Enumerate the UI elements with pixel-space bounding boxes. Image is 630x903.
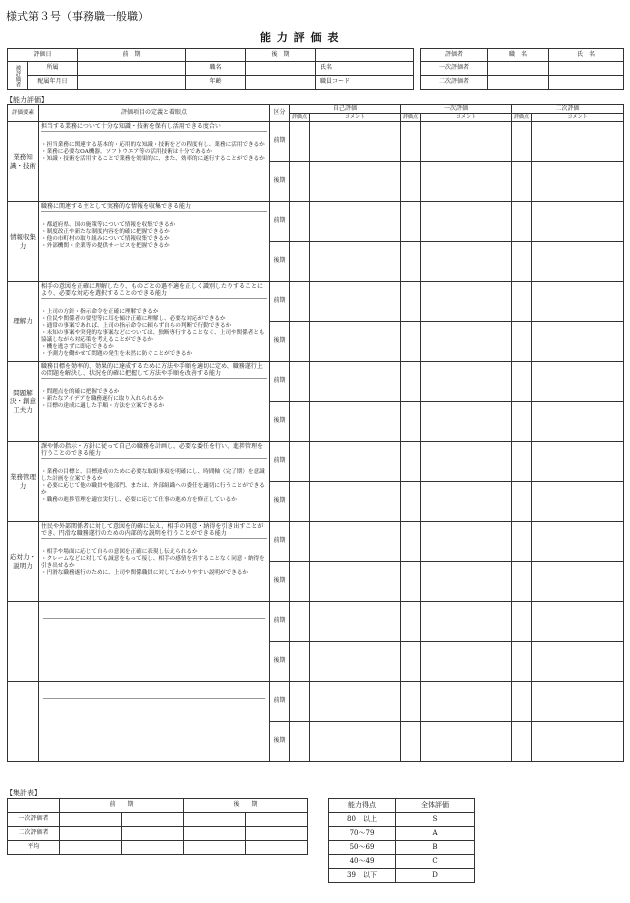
period-second: 後期 — [270, 642, 290, 682]
secondary-comment-field[interactable] — [532, 282, 624, 322]
period-second: 後期 — [270, 162, 290, 202]
secondary-score-field[interactable] — [512, 202, 532, 242]
self-score-field[interactable] — [290, 122, 310, 162]
position-field[interactable] — [246, 62, 316, 76]
summary-cell[interactable] — [246, 841, 308, 855]
col-self: 自己評価 — [290, 105, 401, 114]
self-score-field[interactable] — [290, 162, 310, 202]
primary-score-field[interactable] — [401, 442, 421, 482]
summary-title: 【集計表】 — [6, 789, 41, 797]
element-headline: 担当する業務について十分な知識・技術を保有し活用できる度合い — [41, 123, 267, 132]
element-row — [8, 282, 624, 322]
col-secondary-score: 評価点 — [512, 114, 532, 122]
element-name: 業務知識・技術 — [8, 122, 39, 202]
summary-cell[interactable] — [60, 813, 122, 827]
element-point: ・クレームなどに対しても誠意をもって接し、相手の感情を害することなく同意・納得を引き出せるか — [41, 556, 265, 570]
period-first: 前期 — [270, 362, 290, 402]
self-comment-field[interactable] — [310, 442, 401, 482]
scale-grade: C — [396, 855, 475, 869]
summary-cell[interactable] — [184, 813, 246, 827]
primary-comment-field[interactable] — [421, 682, 512, 722]
secondary-score-field[interactable] — [512, 522, 532, 562]
evaluatee-label: 被評価者 — [8, 62, 28, 90]
element-row — [8, 682, 624, 722]
secondary-score-field[interactable] — [512, 682, 532, 722]
element-point: ・未知の事案や突発的な事案などについては、独断専行することなく、上司や関係者とも協議しながら対応策を考えることができるか — [41, 330, 265, 344]
evaluators-table — [420, 48, 624, 90]
primary-comment-field[interactable] — [421, 402, 512, 442]
eval-date-label: 評価日 — [8, 49, 78, 62]
element-headline: 課や係の指示・方針に従って自己の職務を計画し、必要な委任を行い、進捗管理を行うことのできる能力 — [41, 443, 267, 459]
summary-cell[interactable] — [122, 813, 184, 827]
self-comment-field[interactable] — [310, 122, 401, 162]
first-half-date-field[interactable] — [186, 49, 246, 62]
age-field[interactable] — [246, 76, 316, 90]
primary-score-field[interactable] — [401, 602, 421, 642]
period-first: 前期 — [270, 202, 290, 242]
element-name-field[interactable] — [8, 682, 39, 762]
col-period: 区分 — [270, 105, 290, 122]
secondary-comment-field[interactable] — [532, 682, 624, 722]
primary-score-field[interactable] — [401, 362, 421, 402]
primary-score-field[interactable] — [401, 242, 421, 282]
self-comment-field[interactable] — [310, 162, 401, 202]
secondary-comment-field[interactable] — [532, 562, 624, 602]
col-secondary-comment: コメント — [532, 114, 624, 122]
primary-score-field[interactable] — [401, 522, 421, 562]
self-comment-field[interactable] — [310, 642, 401, 682]
summary-second-half: 後 期 — [184, 799, 308, 813]
secondary-comment-field[interactable] — [532, 242, 624, 282]
secondary-comment-field[interactable] — [532, 202, 624, 242]
summary-table — [7, 798, 308, 855]
scale-range: 50～69 — [329, 841, 396, 855]
first-evaluator-position-field[interactable] — [488, 62, 549, 76]
ability-grid — [7, 104, 624, 762]
element-name: 問題解決・創意工夫力 — [8, 362, 39, 442]
primary-comment-field[interactable] — [421, 202, 512, 242]
element-point: ・円滑な職務遂行のために、上司や関係職員に対してわかりやすい説明ができるか — [41, 570, 248, 577]
element-point: ・職務の進捗管理を適宜実行し、必要に応じて仕事の進め方を修正しているか — [41, 497, 237, 504]
element-definition[interactable] — [39, 602, 270, 682]
col-primary-score: 評価点 — [401, 114, 421, 122]
self-score-field[interactable] — [290, 562, 310, 602]
element-point: ・相手や場面に応じて自らの意図を正確に表現し伝えられるか — [41, 549, 198, 556]
element-point: ・外部機関・企業等の提供サービスを把握できるか — [41, 243, 170, 250]
self-comment-field[interactable] — [310, 682, 401, 722]
element-row — [8, 522, 624, 562]
job-code-label: 職員コード — [316, 76, 414, 90]
element-point: ・業務の目標と、目標達成のために必要な取組事項を明確にし、時間軸（完了期）を意識した計画を立案できるか — [41, 469, 265, 483]
element-row — [8, 122, 624, 162]
scale-range: 80 以上 — [329, 813, 396, 827]
self-comment-field[interactable] — [310, 322, 401, 362]
page-title: 能 力 評 価 表 — [260, 31, 340, 44]
summary-row-label: 二次評価者 — [8, 827, 60, 841]
secondary-score-field[interactable] — [512, 242, 532, 282]
secondary-comment-field[interactable] — [532, 722, 624, 762]
primary-score-field[interactable] — [401, 202, 421, 242]
secondary-comment-field[interactable] — [532, 482, 624, 522]
element-headline: 職務に関連する主として実務的な情報を収集できる能力 — [41, 203, 267, 212]
summary-first-half: 前 期 — [60, 799, 184, 813]
ability-section-title: 【能力評価】 — [6, 96, 48, 104]
name-label: 氏名 — [316, 62, 414, 76]
primary-score-field[interactable] — [401, 562, 421, 602]
second-evaluator-name-field[interactable] — [549, 76, 624, 90]
element-definition — [39, 522, 270, 602]
secondary-score-field[interactable] — [512, 362, 532, 402]
element-point: ・目標の達成に適した手順・方法を立案できるか — [41, 403, 165, 410]
evaluatee-table — [7, 48, 414, 90]
secondary-comment-field[interactable] — [532, 442, 624, 482]
definition-line — [43, 683, 265, 699]
first-evaluator-name-field[interactable] — [549, 62, 624, 76]
element-point: ・都道府県、国の施策等について情報を収集できるか — [41, 222, 176, 229]
self-score-field[interactable] — [290, 322, 310, 362]
first-evaluator-label: 一次評価者 — [421, 62, 488, 76]
self-comment-field[interactable] — [310, 362, 401, 402]
self-score-field[interactable] — [290, 282, 310, 322]
element-point: ・新たなアイデアを職務遂行に取り入れられるか — [41, 396, 164, 403]
period-first: 前期 — [270, 522, 290, 562]
primary-score-field[interactable] — [401, 682, 421, 722]
secondary-score-field[interactable] — [512, 282, 532, 322]
element-name: 情報収集力 — [8, 202, 39, 282]
secondary-comment-field[interactable] — [532, 642, 624, 682]
scale-table — [328, 798, 475, 883]
secondary-score-field[interactable] — [512, 602, 532, 642]
col-position: 職 名 — [488, 49, 549, 62]
primary-comment-field[interactable] — [421, 362, 512, 402]
element-point: ・担当業務に関連する基本的・応用的な知識・技術をどの程度有し、業務に活用できるか — [41, 142, 265, 149]
secondary-score-field[interactable] — [512, 722, 532, 762]
secondary-comment-field[interactable] — [532, 522, 624, 562]
secondary-comment-field[interactable] — [532, 402, 624, 442]
col-primary-comment: コメント — [421, 114, 512, 122]
primary-comment-field[interactable] — [421, 722, 512, 762]
element-point: ・知識・技術を活用することで業務を効果的に、また、効率的に遂行することができるか — [41, 156, 265, 163]
primary-comment-field[interactable] — [421, 522, 512, 562]
self-score-field[interactable] — [290, 402, 310, 442]
period-second: 後期 — [270, 322, 290, 362]
secondary-comment-field[interactable] — [532, 162, 624, 202]
element-definition[interactable] — [39, 682, 270, 762]
scale-col-overall: 全体評価 — [396, 799, 475, 813]
element-row — [8, 442, 624, 482]
element-row — [8, 602, 624, 642]
self-score-field[interactable] — [290, 442, 310, 482]
period-first: 前期 — [270, 682, 290, 722]
element-definition — [39, 202, 270, 282]
period-second: 後期 — [270, 722, 290, 762]
primary-score-field[interactable] — [401, 642, 421, 682]
self-score-field[interactable] — [290, 362, 310, 402]
self-score-field[interactable] — [290, 602, 310, 642]
self-score-field[interactable] — [290, 642, 310, 682]
element-row — [8, 202, 624, 242]
first-half-label: 前 期 — [78, 49, 186, 62]
secondary-comment-field[interactable] — [532, 122, 624, 162]
element-point: ・業務に必要なOA機器、ソフトウエア等の活用技術は十分であるか — [41, 149, 212, 156]
age-label: 年齢 — [186, 76, 246, 90]
element-point: ・機を逃さずに即応できるか — [41, 344, 114, 351]
position-label: 職名 — [186, 62, 246, 76]
period-second: 後期 — [270, 562, 290, 602]
col-primary: 一次評価 — [401, 105, 512, 114]
col-secondary: 二次評価 — [512, 105, 624, 114]
primary-score-field[interactable] — [401, 402, 421, 442]
primary-comment-field[interactable] — [421, 602, 512, 642]
secondary-comment-field[interactable] — [532, 602, 624, 642]
self-comment-field[interactable] — [310, 482, 401, 522]
scale-grade: S — [396, 813, 475, 827]
secondary-comment-field[interactable] — [532, 322, 624, 362]
self-comment-field[interactable] — [310, 522, 401, 562]
primary-score-field[interactable] — [401, 282, 421, 322]
period-second: 後期 — [270, 482, 290, 522]
col-self-comment: コメント — [310, 114, 401, 122]
period-first: 前期 — [270, 602, 290, 642]
summary-cell[interactable] — [184, 827, 246, 841]
summary-cell[interactable] — [246, 813, 308, 827]
element-name: 業務管理力 — [8, 442, 39, 522]
element-name: 応対力・説明力 — [8, 522, 39, 602]
second-half-label: 後 期 — [246, 49, 316, 62]
scale-grade: B — [396, 841, 475, 855]
element-headline: 職務目標を効率的、効果的に達成するために方法や手順を適切に定め、職務遂行上の問題を解決し、状況を的確に把握して方法や手順を改善する能力 — [41, 363, 267, 379]
summary-cell[interactable] — [60, 841, 122, 855]
period-first: 前期 — [270, 442, 290, 482]
col-name: 氏 名 — [549, 49, 624, 62]
assignment-date-field[interactable] — [78, 76, 186, 90]
affiliation-field[interactable] — [78, 62, 186, 76]
affiliation-label: 所属 — [28, 62, 78, 76]
self-score-field[interactable] — [290, 482, 310, 522]
element-point: ・住民や関係者の要望等に耳を傾け正確に理解し、必要な対応ができるか — [41, 316, 226, 323]
scale-grade: A — [396, 827, 475, 841]
element-point: ・他の市町村の取り組みについて情報収集できるか — [41, 236, 170, 243]
self-comment-field[interactable] — [310, 722, 401, 762]
primary-comment-field[interactable] — [421, 322, 512, 362]
col-definition: 評価項目の定義と着眼点 — [39, 105, 270, 122]
scale-range: 70～79 — [329, 827, 396, 841]
element-point: ・上司の方針・指示命令を正確に理解できるか — [41, 309, 159, 316]
summary-cell[interactable] — [184, 841, 246, 855]
secondary-score-field[interactable] — [512, 442, 532, 482]
secondary-score-field[interactable] — [512, 642, 532, 682]
primary-score-field[interactable] — [401, 162, 421, 202]
element-name: 理解力 — [8, 282, 39, 362]
self-score-field[interactable] — [290, 522, 310, 562]
self-comment-field[interactable] — [310, 562, 401, 602]
primary-score-field[interactable] — [401, 322, 421, 362]
self-comment-field[interactable] — [310, 402, 401, 442]
element-name-field[interactable] — [8, 602, 39, 682]
primary-comment-field[interactable] — [421, 162, 512, 202]
col-self-score: 評価点 — [290, 114, 310, 122]
summary-cell[interactable] — [122, 841, 184, 855]
self-comment-field[interactable] — [310, 242, 401, 282]
primary-comment-field[interactable] — [421, 562, 512, 602]
summary-row-label: 一次評価者 — [8, 813, 60, 827]
second-evaluator-position-field[interactable] — [488, 76, 549, 90]
element-definition — [39, 362, 270, 442]
self-score-field[interactable] — [290, 202, 310, 242]
primary-comment-field[interactable] — [421, 282, 512, 322]
primary-comment-field[interactable] — [421, 482, 512, 522]
form-number: 様式第３号（事務職一般職） — [6, 10, 149, 23]
self-score-field[interactable] — [290, 242, 310, 282]
element-point: ・予測力を働かせて問題の発生を未然に防ぐことができるか — [41, 351, 193, 358]
primary-score-field[interactable] — [401, 722, 421, 762]
self-comment-field[interactable] — [310, 202, 401, 242]
period-second: 後期 — [270, 402, 290, 442]
element-definition — [39, 442, 270, 522]
primary-score-field[interactable] — [401, 122, 421, 162]
col-element: 評価要素 — [8, 105, 39, 122]
primary-comment-field[interactable] — [421, 242, 512, 282]
element-point: ・通常の事案であれば、上司の指示命令に頼らず自らの判断で行動できるか — [41, 323, 232, 330]
scale-grade: D — [396, 869, 475, 883]
primary-score-field[interactable] — [401, 482, 421, 522]
secondary-score-field[interactable] — [512, 162, 532, 202]
secondary-score-field[interactable] — [512, 482, 532, 522]
summary-cell[interactable] — [246, 827, 308, 841]
summary-row-label: 平均 — [8, 841, 60, 855]
period-first: 前期 — [270, 122, 290, 162]
primary-comment-field[interactable] — [421, 122, 512, 162]
secondary-score-field[interactable] — [512, 562, 532, 602]
element-headline: 住民や外部関係者に対して意図を的確に伝え、相手の同意・納得を引き出すことができ、円滑な職務遂行のための内部的な説明を行うことができる能力 — [41, 523, 267, 539]
scale-range: 40～49 — [329, 855, 396, 869]
primary-comment-field[interactable] — [421, 442, 512, 482]
element-definition — [39, 122, 270, 202]
element-point: ・問題点を的確に把握できるか — [41, 389, 120, 396]
second-half-date-field[interactable] — [316, 49, 414, 62]
self-score-field[interactable] — [290, 682, 310, 722]
secondary-score-field[interactable] — [512, 122, 532, 162]
self-score-field[interactable] — [290, 722, 310, 762]
summary-cell[interactable] — [60, 827, 122, 841]
summary-cell[interactable] — [122, 827, 184, 841]
definition-line — [43, 603, 265, 619]
element-point: ・制度改正や新たな制度内容を的確に把握できるか — [41, 229, 170, 236]
col-evaluator: 評価者 — [421, 49, 488, 62]
self-comment-field[interactable] — [310, 282, 401, 322]
assignment-date-label: 配属年月日 — [28, 76, 78, 90]
scale-range: 39 以下 — [329, 869, 396, 883]
self-comment-field[interactable] — [310, 602, 401, 642]
scale-col-points: 能力得点 — [329, 799, 396, 813]
element-point: ・必要に応じて他の職員や他部門、または、外部組織への委任を適切に行うことができるか — [41, 483, 265, 497]
period-first: 前期 — [270, 282, 290, 322]
secondary-score-field[interactable] — [512, 402, 532, 442]
element-headline: 相手の意図を正確に理解したり、ものごとの過不適を正しく識別したりすることにより、必要な対応を選択することのできる能力 — [41, 283, 267, 299]
secondary-score-field[interactable] — [512, 322, 532, 362]
primary-comment-field[interactable] — [421, 642, 512, 682]
element-row — [8, 362, 624, 402]
element-definition — [39, 282, 270, 362]
second-evaluator-label: 二次評価者 — [421, 76, 488, 90]
secondary-comment-field[interactable] — [532, 362, 624, 402]
period-second: 後期 — [270, 242, 290, 282]
